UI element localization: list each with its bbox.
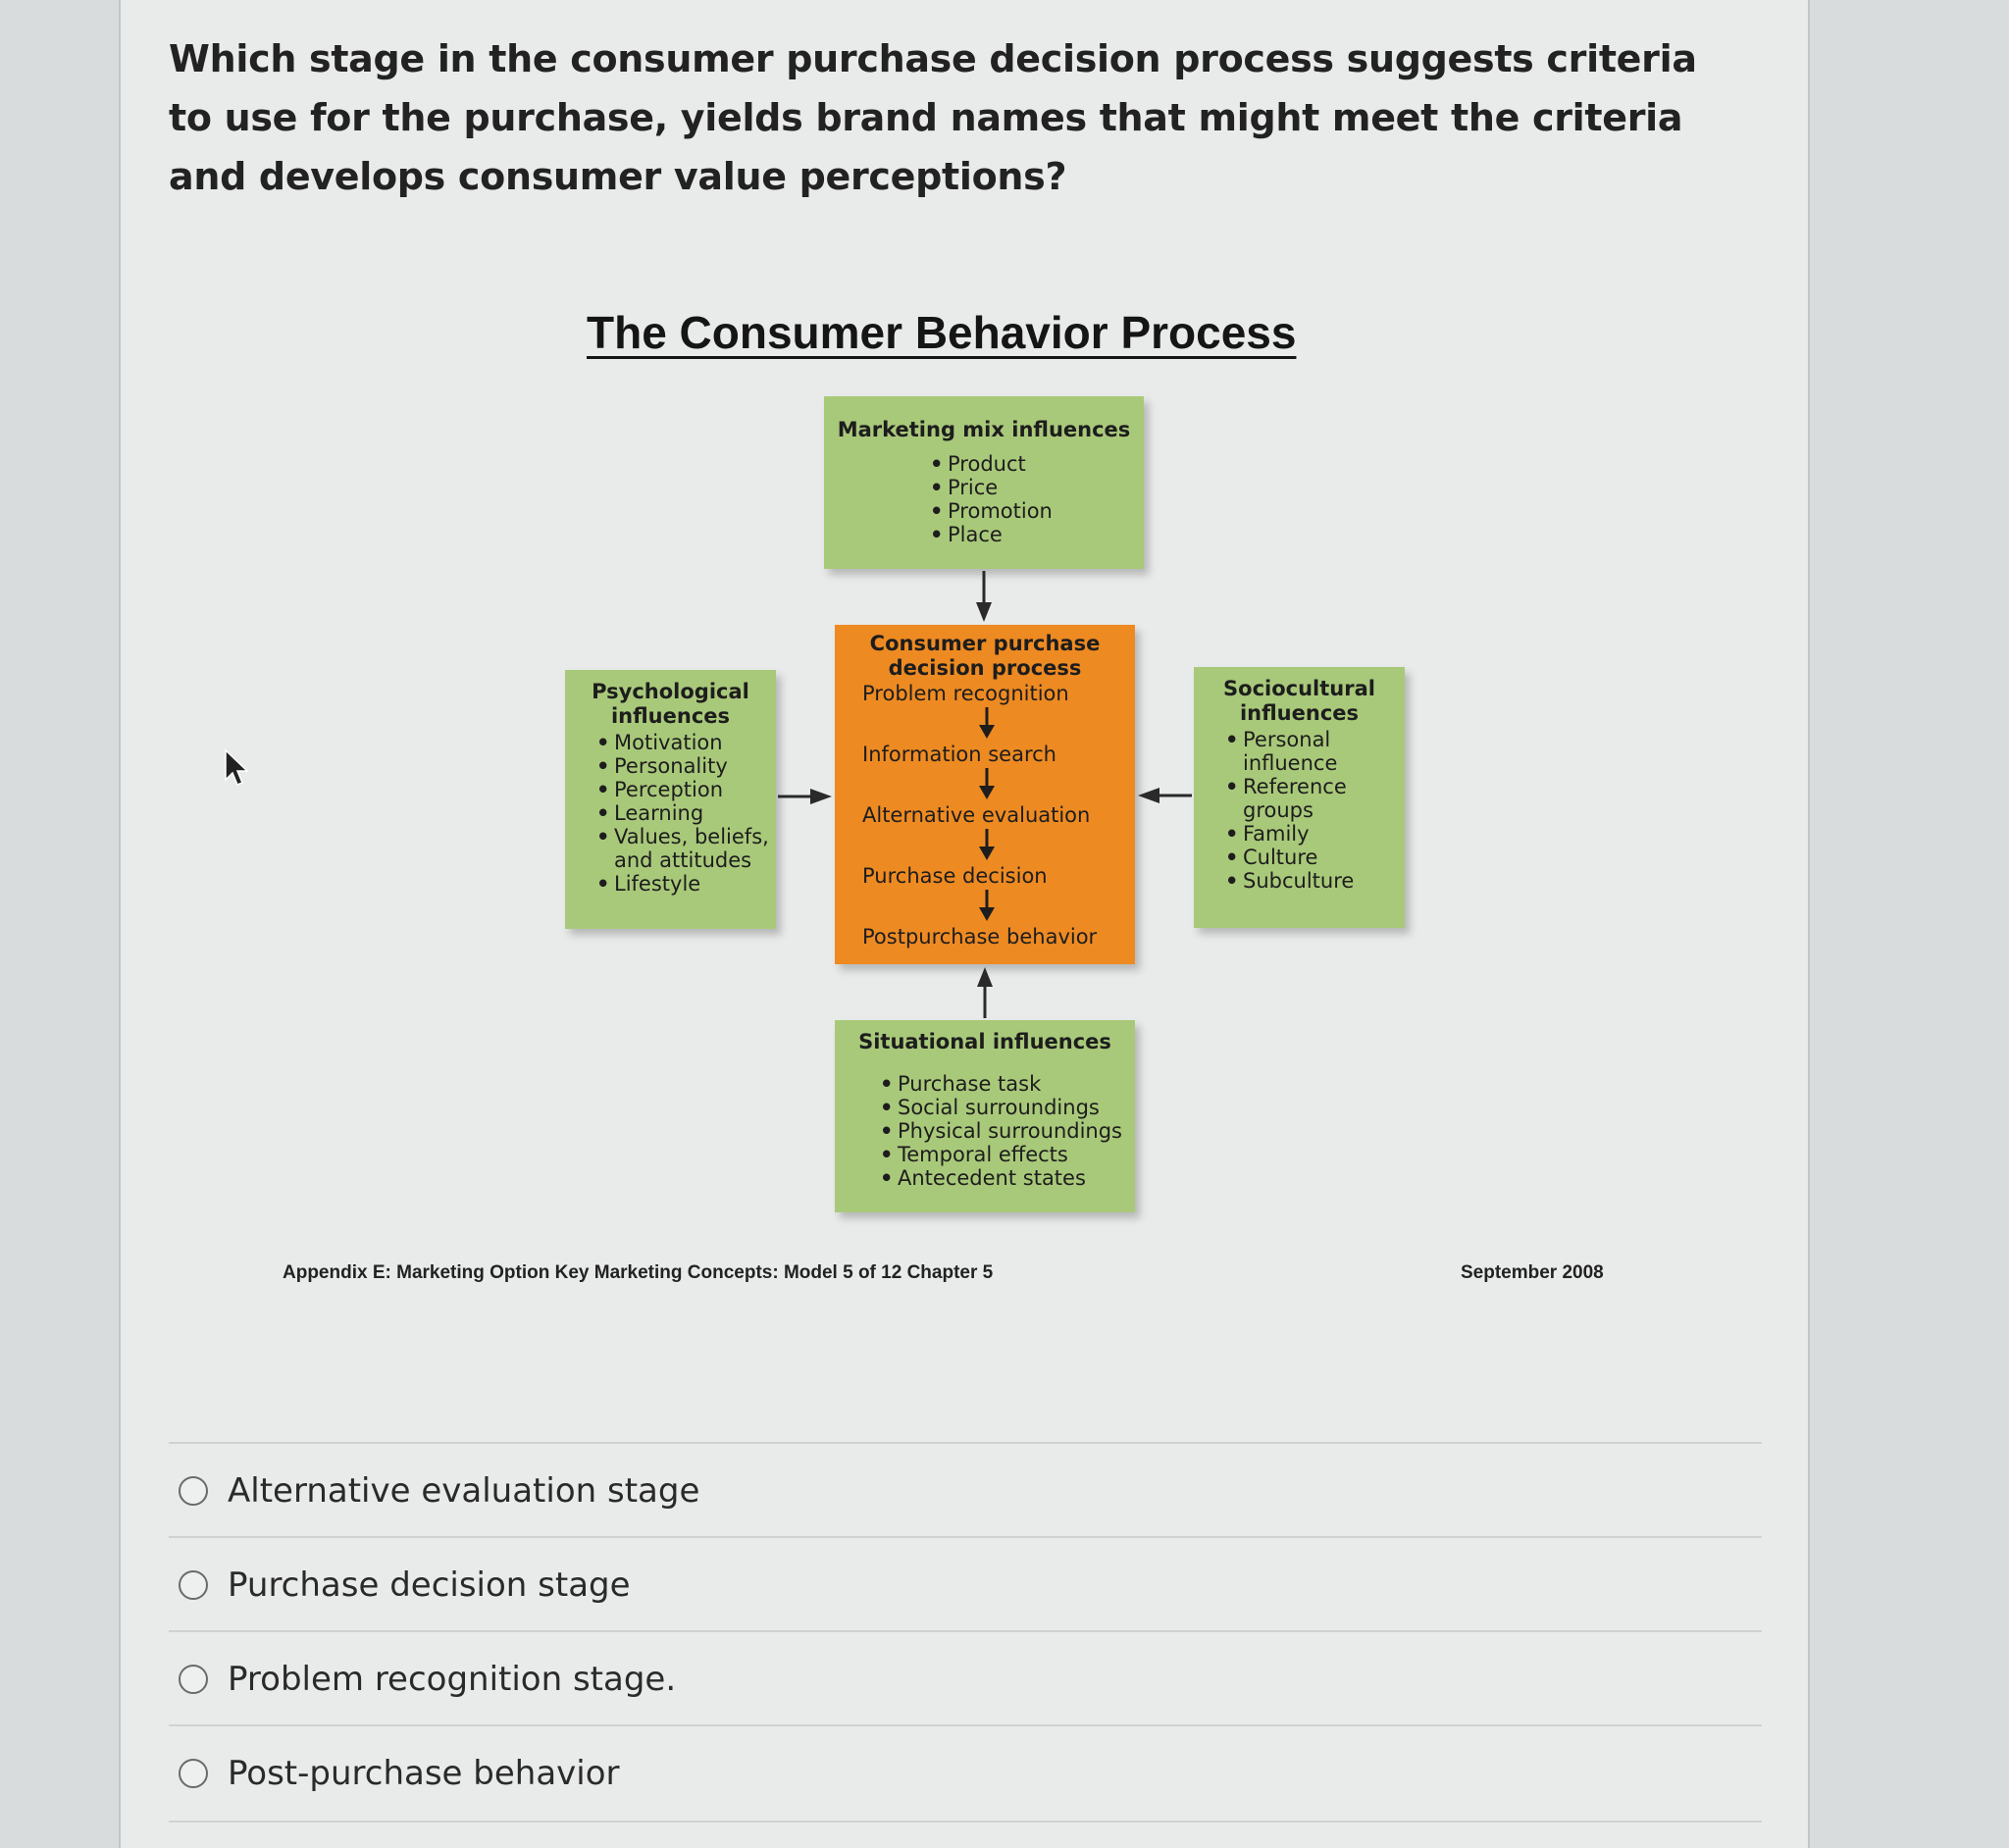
sociocultural-item: • Family <box>1225 822 1363 846</box>
sociocultural-item: • Subculture <box>1225 869 1363 893</box>
radio-button[interactable] <box>179 1570 208 1600</box>
radio-button[interactable] <box>179 1476 208 1506</box>
option-label: Post-purchase behavior <box>228 1754 620 1793</box>
marketing-item: • Place <box>930 523 1144 546</box>
psychological-item: • Values, beliefs, and attitudes <box>596 825 773 872</box>
psychological-item: • Learning <box>596 801 773 825</box>
diagram-caption-left: Appendix E: Marketing Option Key Marketing Concepts: Model 5 of 12 Chapter 5 <box>283 1262 994 1283</box>
option-divider <box>169 1536 1762 1538</box>
radio-button[interactable] <box>179 1665 208 1694</box>
situational-item: • Purchase task <box>880 1072 1135 1096</box>
sociocultural-header-line1: Sociocultural <box>1223 677 1375 700</box>
decision-header-line1: Consumer purchase <box>869 632 1101 655</box>
psychological-item: • Motivation <box>596 731 773 754</box>
marketing-item: • Product <box>930 452 1144 476</box>
radio-button[interactable] <box>179 1759 208 1788</box>
diagram-title: The Consumer Behavior Process <box>587 307 1297 358</box>
stage-information-search: Information search <box>862 743 1056 766</box>
situational-header: Situational influences <box>858 1030 1111 1053</box>
option-divider <box>169 1821 1762 1822</box>
option-label: Problem recognition stage. <box>228 1660 677 1699</box>
stage-postpurchase-behavior: Postpurchase behavior <box>862 925 1098 949</box>
psychological-item: • Perception <box>596 778 773 801</box>
option-problem-recognition[interactable] <box>179 1655 676 1704</box>
sociocultural-item: • Personal influence <box>1225 728 1363 775</box>
arrow-up-icon <box>977 967 993 1018</box>
option-divider <box>169 1442 1762 1444</box>
stage-problem-recognition: Problem recognition <box>862 682 1069 705</box>
sociocultural-item: • Reference groups <box>1225 775 1363 822</box>
diagram-caption-right: September 2008 <box>1461 1262 1604 1283</box>
option-post-purchase-behavior[interactable] <box>179 1749 620 1798</box>
marketing-item: • Price <box>930 476 1144 499</box>
situational-item: • Antecedent states <box>880 1166 1135 1190</box>
psychological-item: • Lifestyle <box>596 872 773 896</box>
question-text: Which stage in the consumer purchase decision process suggests criteria to use for the purchase, yields brand names that might meet the criteria and develops consumer value perceptions? <box>169 37 1697 198</box>
arrow-left-icon <box>1138 788 1192 803</box>
option-purchase-decision[interactable] <box>179 1561 631 1610</box>
psychological-item: • Personality <box>596 754 773 778</box>
arrow-right-icon <box>778 789 832 804</box>
marketing-item: • Promotion <box>930 499 1144 523</box>
sociocultural-item: • Culture <box>1225 846 1363 869</box>
sociocultural-header-line2: influences <box>1239 701 1360 725</box>
decision-header-line2: decision process <box>888 656 1082 680</box>
stage-alternative-evaluation: Alternative evaluation <box>862 803 1091 827</box>
situational-item: • Temporal effects <box>880 1143 1135 1166</box>
option-divider <box>169 1724 1762 1726</box>
psychological-header-line2: influences <box>610 704 731 728</box>
option-label: Alternative evaluation stage <box>228 1471 700 1511</box>
stage-purchase-decision: Purchase decision <box>862 864 1048 888</box>
situational-item: • Physical surroundings <box>880 1119 1135 1143</box>
marketing-mix-header: Marketing mix influences <box>837 418 1131 441</box>
psychological-header-line1: Psychological <box>592 680 749 703</box>
arrow-down-icon <box>976 571 992 622</box>
option-alternative-evaluation[interactable] <box>179 1466 699 1515</box>
option-divider <box>169 1630 1762 1632</box>
option-label: Purchase decision stage <box>228 1566 631 1605</box>
situational-item: • Social surroundings <box>880 1096 1135 1119</box>
mouse-cursor-icon <box>224 748 249 788</box>
